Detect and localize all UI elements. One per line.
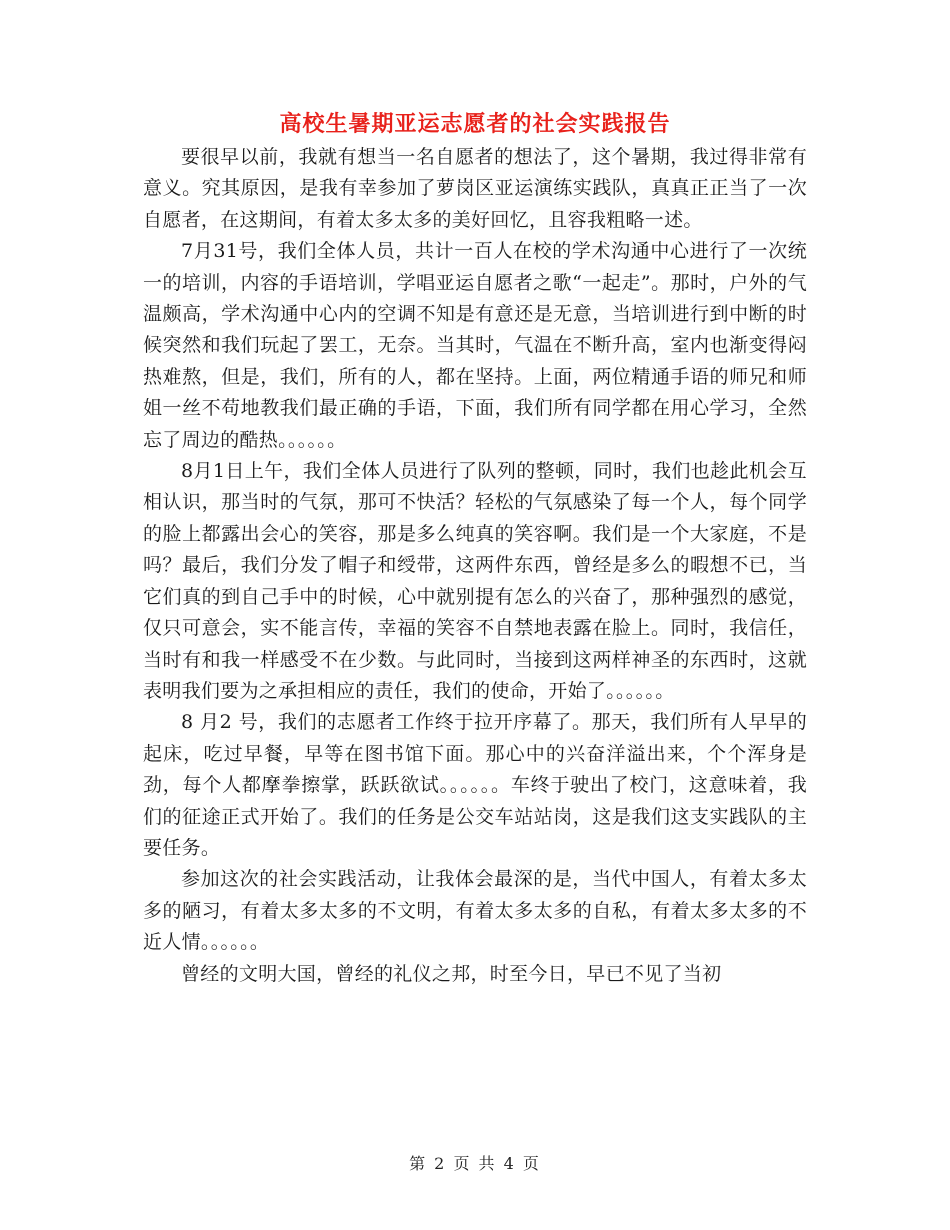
paragraph-5: 参加这次的社会实践活动，让我体会最深的是，当代中国人，有着太多太多的陋习，有着太多太多的不文明，有着太多太多的自私，有着太多太多的不近人情。。。。。。 (143, 868, 807, 954)
paragraph-6: 曾经的文明大国，曾经的礼仪之邦，时至今日，早已不见了当初 (181, 962, 722, 985)
paragraph-3: 8月1日上午，我们全体人员进行了队列的整顿，同时，我们也趁此机会互相认识，那当时的气氛，那可不快活？轻松的气氛感染了每一个人，每个同学的脸上都露出会心的笑容，那是多么纯真的笑容啊。我们是一个大家庭，不是吗？最后，我们分发了帽子和绶带，这两件东西，曾经是多么的暇想不已，当它们真的到自己手中的时候，心中就别提有怎么的兴奋了，那种强烈的感觉，仅只可意会，实不能言传，幸福的笑容不自禁地表露在脸上。同时，我信任，当时有和我一样感受不在少数。与此同时，当接到这两样神圣的东西时，这就表明我们要为之承担相应的责任，我们的使命，开始了。。。。。。 (143, 460, 807, 702)
paragraph-2: 7月31号，我们全体人员，共计一百人在校的学术沟通中心进行了一次统一的培训，内容的手语培训，学唱亚运自愿者之歌“一起走”。那时，户外的气温颇高，学术沟通中心内的空调不知是有意还是无意，当培训进行到中断的时候突然和我们玩起了罢工，无奈。当其时，气温在不断升高，室内也渐变得闷热难熬，但是，我们，所有的人，都在坚持。上面，两位精通手语的师兄和师姐一丝不苟地教我们最正确的手语，下面，我们所有同学都在用心学习，全然忘了周边的酷热。。。。。。 (143, 240, 807, 451)
document-title: 高校生暑期亚运志愿者的社会实践报告 (279, 111, 671, 137)
document-body (143, 142, 807, 990)
page-number-footer: 第 2 页 共 4 页 (409, 1154, 541, 1173)
paragraph-4: 8 月2 号，我们的志愿者工作终于拉开序幕了。那天，我们所有人早早的起床，吃过早餐，早等在图书馆下面。那心中的兴奋洋溢出来，个个浑身是劲，每个人都摩拳擦掌，跃跃欲试。。。。。。车终于驶出了校门，这意味着，我们的征途正式开始了。我们的任务是公交车站站岗，这是我们这支实践队的主要任务。 (143, 711, 807, 859)
paragraph-1: 要很早以前，我就有想当一名自愿者的想法了，这个暑期，我过得非常有意义。究其原因，是我有幸参加了萝岗区亚运演练实践队，真真正正当了一次自愿者，在这期间，有着太多太多的美好回忆，且容我粗略一述。 (143, 146, 807, 231)
